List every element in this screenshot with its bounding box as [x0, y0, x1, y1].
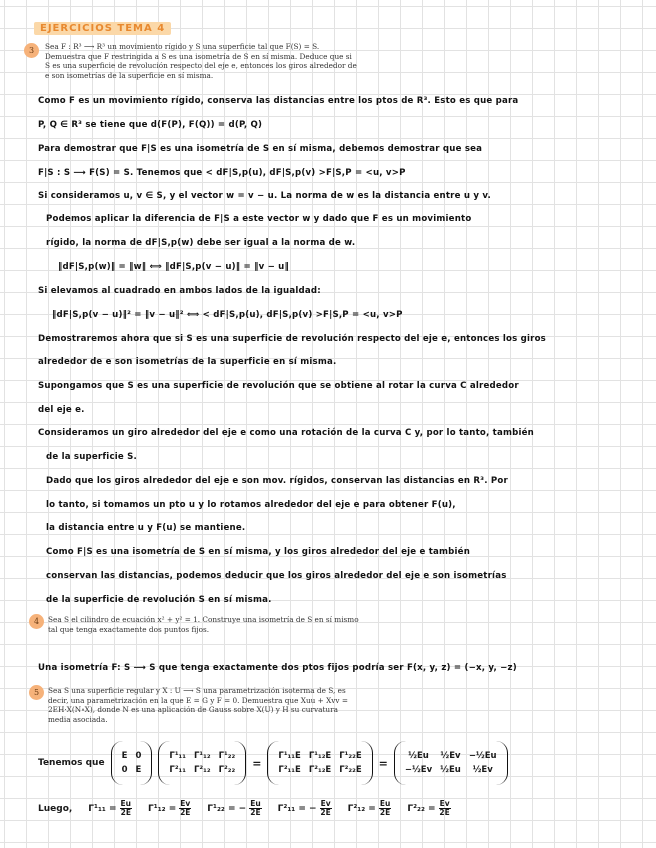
answer-line: Consideramos un giro alrededor del eje e como una rotación de la curva C y, por lo tanto, también: [38, 428, 534, 438]
answer-line: Si consideramos u, v ∈ S, y el vector w = v − u. La norma de w es la distancia entre u y v.: [38, 191, 491, 201]
problem-line: Sea S una superficie regular y X : U ⟶ S una parametrización isoterma de S, es: [48, 686, 346, 695]
answer-then: Luego,: [38, 803, 73, 814]
matrix-cell: E: [135, 765, 142, 775]
problem-statement: [48, 615, 359, 634]
christoffel-e-matrix: [267, 741, 372, 785]
answer-line: Podemos aplicar la diferencia de F|S a este vector w y dado que F es un movimiento: [46, 214, 472, 224]
matrix-cell: Γ²₂₂E: [339, 765, 362, 775]
problem-line: decir, una parametrización en la que E = G y F = 0. Demuestra que Xuu + Xvv =: [48, 695, 348, 705]
answer-line: rígido, la norma de dF|S,p(w) debe ser igual a la norma de w.: [46, 238, 356, 248]
answer-line: P, Q ∈ R³ se tiene que d(F(P), F(Q)) = d(P, Q): [38, 120, 263, 130]
problem-statement: [45, 42, 357, 80]
answer-line: conservan las distancias, podemos deducir que los giros alrededor del eje e son isometrías: [46, 571, 507, 581]
matrix-cell: ½Eu: [408, 751, 429, 761]
problem-line: e son isometrías de la superficie en sí misma.: [45, 70, 214, 80]
matrix-cell: ½Ev: [440, 751, 461, 761]
answer-line: Para demostrar que F|S es una isometría de S en sí misma, debemos demostrar que sea: [38, 144, 483, 154]
matrix-cell: Γ¹₁₂E: [308, 751, 332, 761]
answer-line: Demostraremos ahora que si S es una superficie de revolución respecto del eje e, entonces los giros: [38, 334, 546, 344]
answer-line: alrededor de e son isometrías de la superficie en sí misma.: [38, 357, 337, 367]
matrix-cell: ½Ev: [472, 765, 493, 775]
christoffel-symbol: Γ²₂₂ = $\frac{Ev}{2E}$: [407, 799, 450, 817]
matrix-cell: 0: [135, 751, 142, 761]
matrix-cell: Γ¹₁₂: [194, 751, 211, 761]
answer-line: Supongamos que S es una superficie de revolución que se obtiene al rotar la curva C alrededor: [38, 381, 519, 391]
page-title: EJERCICIOS TEMA 4: [34, 22, 171, 35]
problem-number-badge: 4: [29, 614, 44, 629]
matrix-cell: −½Ev: [404, 765, 433, 775]
matrix-cell: Γ²₁₂E: [308, 765, 332, 775]
problem-line: Sea S el cilindro de ecuación x² + y² = 1. Construye una isometría de S en sí mismo: [48, 615, 359, 624]
christoffel-symbol: Γ¹₂₂ = − $\frac{Eu}{2E}$: [207, 799, 261, 817]
answer-lead: Tenemos que: [38, 758, 105, 768]
problem-line: 2EH·X(N∘X), donde N es una aplicación de Gauss sobre X(U) y H su curvatura: [48, 705, 338, 715]
problem-number-badge: 3: [24, 43, 39, 58]
christoffel-matrix: [158, 741, 246, 785]
answer-line: la distancia entre u y F(u) se mantiene.: [46, 523, 246, 533]
answer-line: de la superficie S.: [46, 452, 137, 462]
matrix-cell: Γ¹₁₁E: [278, 751, 301, 761]
result-matrix: [394, 741, 508, 785]
christoffel-symbol: Γ²₁₁ = − $\frac{Ev}{2E}$: [277, 799, 331, 817]
answer-line: ‖dF|S,p(v − u)‖² = ‖v − u‖² ⟺ < dF|S,p(u), dF|S,p(v) >F|S,P = <u, v>P: [52, 310, 403, 320]
matrix-cell: Γ¹₂₂E: [339, 751, 362, 761]
equals-sign: =: [378, 756, 388, 770]
equals-sign: =: [252, 756, 262, 770]
answer-line: del eje e.: [38, 405, 85, 415]
matrix-equation: [38, 738, 508, 788]
answer-line: Dado que los giros alrededor del eje e son mov. rígidos, conservan las distancias en R³. Por: [46, 476, 508, 486]
problem-line: tal que tenga exactamente dos puntos fijos.: [48, 624, 210, 634]
matrix-cell: Γ²₁₂: [194, 765, 211, 775]
answer-line: Si elevamos al cuadrado en ambos lados de la igualdad:: [38, 286, 321, 296]
matrix-cell: 0: [121, 765, 128, 775]
christoffel-symbol: Γ¹₁₂ = $\frac{Ev}{2E}$: [148, 799, 191, 817]
problem-line: Demuestra que F restringida a S es una isometría de S en sí misma. Deduce que si: [45, 51, 352, 61]
christoffel-symbol: Γ²₁₂ = $\frac{Eu}{2E}$: [347, 799, 391, 817]
problem-line: media asociada.: [48, 714, 108, 724]
matrix-cell: Γ²₂₂: [218, 765, 236, 775]
answer-line: de la superficie de revolución S en sí misma.: [46, 595, 272, 605]
matrix-cell: −½Eu: [468, 751, 497, 761]
matrix-cell: Γ²₁₁: [169, 765, 187, 775]
problem-line: Sea F : R³ ⟶ R³ un movimiento rígido y S una superficie tal que F(S) = S.: [45, 42, 320, 51]
matrix-cell: ½Eu: [440, 765, 461, 775]
answer-line: Como F es un movimiento rígido, conserva las distancias entre los ptos de R³. Esto es que para: [38, 96, 519, 106]
problem-statement: [48, 686, 348, 724]
answer-line: F|S : S ⟶ F(S) = S. Tenemos que < dF|S,p(u), dF|S,p(v) >F|S,P = <u, v>P: [38, 168, 406, 178]
metric-matrix: [111, 741, 153, 785]
matrix-cell: Γ²₁₁E: [278, 765, 301, 775]
answer-line: Como F|S es una isometría de S en sí misma, y los giros alrededor del eje e también: [46, 547, 471, 557]
matrix-cell: Γ¹₁₁: [169, 751, 187, 761]
christoffel-symbol: Γ¹₁₁ = $\frac{Eu}{2E}$: [88, 799, 132, 817]
answer-line: lo tanto, si tomamos un pto u y lo rotamos alrededor del eje e para obtener F(u),: [46, 500, 456, 510]
matrix-cell: Γ¹₂₂: [218, 751, 236, 761]
answer-line: Una isometría F: S ⟶ S que tenga exactamente dos ptos fijos podría ser F(x, y, z) = (−x, y, −z): [38, 663, 517, 673]
problem-number-badge: 5: [29, 685, 44, 700]
problem-line: S es una superficie de revolución respecto del eje e, entonces los giros alrededor de: [45, 61, 357, 71]
matrix-cell: E: [121, 751, 128, 761]
christoffel-symbols: [38, 800, 451, 817]
answer-line: ‖dF|S,p(w)‖ = ‖w‖ ⟺ ‖dF|S,p(v − u)‖ = ‖v − u‖: [58, 262, 289, 272]
